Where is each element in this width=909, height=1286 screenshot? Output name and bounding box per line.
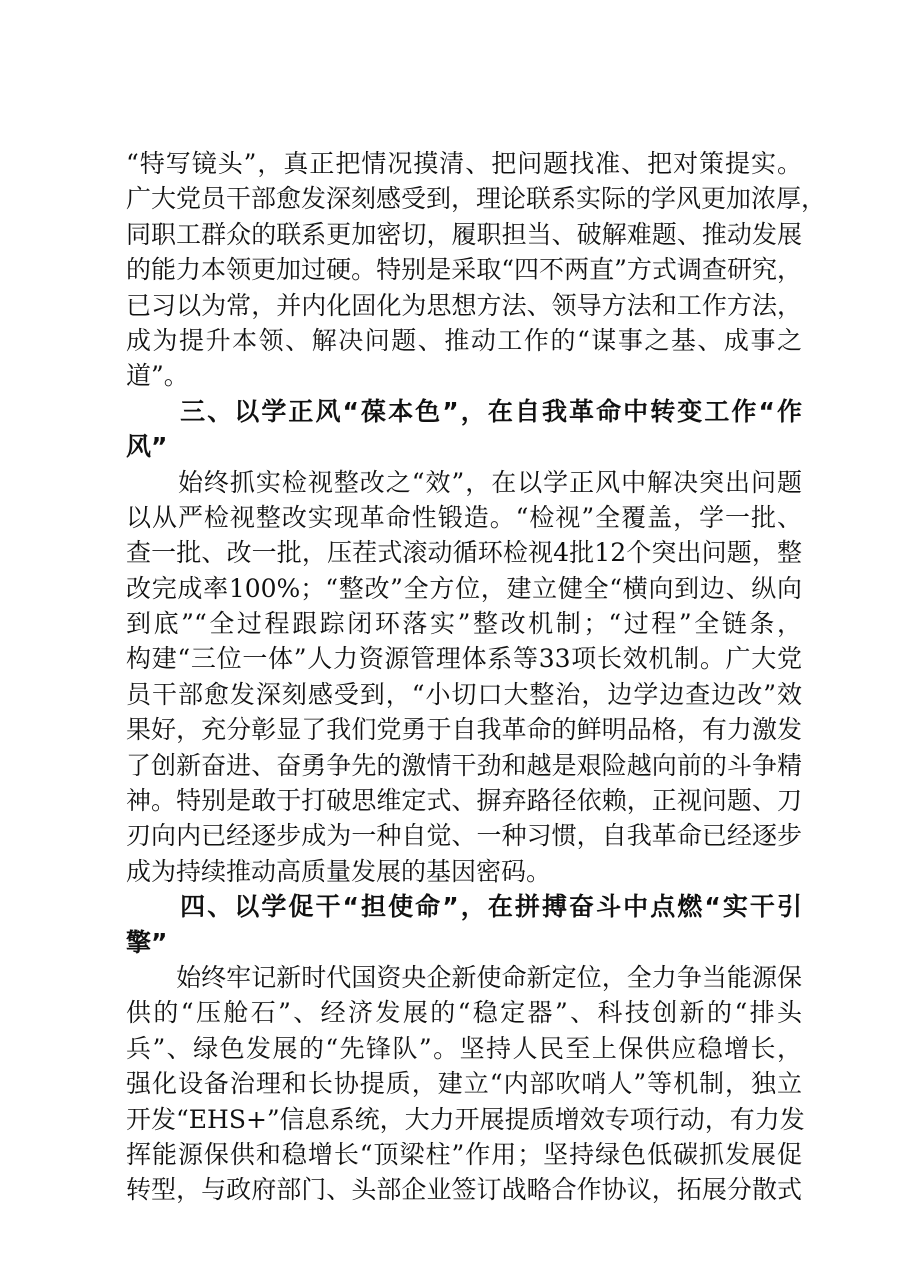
text-line: 已习以为常，并内化固化为思想方法、领导方法和工作方法， — [126, 290, 802, 320]
text-line: 开发“EHS+”信息系统，大力开展提质增效专项行动，有力发 — [126, 1104, 805, 1134]
paragraph-mission — [126, 960, 805, 1208]
heading-line: 三、以学正风“葆本色”，在自我革命中转变工作“作 — [126, 396, 802, 426]
paragraph-self-revolution — [126, 465, 802, 890]
text-line: 了创新奋进、奋勇争先的激情干劲和越是艰险越向前的斗争精 — [126, 750, 802, 780]
section-heading-four — [126, 889, 802, 960]
text-line: 始终抓实检视整改之“效”，在以学正风中解决突出问题 — [126, 467, 802, 497]
text-line: 神。特别是敢于打破思维定式、摒弃路径依赖，正视问题、刀 — [126, 786, 802, 816]
text-line: 始终牢记新时代国资央企新使命新定位，全力争当能源保 — [126, 962, 802, 992]
text-line: 道”。 — [126, 361, 189, 391]
text-line: 广大党员干部愈发深刻感受到，理论联系实际的学风更加浓厚， — [126, 184, 827, 214]
text-line: 兵”、绿色发展的“先锋队”。坚持人民至上保供应稳增长， — [126, 1033, 802, 1063]
text-line: 成为提升本领、解决问题、推动工作的“谋事之基、成事之 — [126, 325, 802, 355]
paragraph-research-conclusion — [126, 146, 827, 394]
heading-line: 四、以学促干“担使命”，在拼搏奋斗中点燃“实干引 — [126, 892, 802, 922]
text-line: “特写镜头”，真正把情况摸清、把问题找准、把对策提实。 — [126, 149, 802, 178]
text-line: 的能力本领更加过硬。特别是采取“四不两直”方式调查研究， — [126, 255, 802, 285]
text-line: 挥能源保供和稳增长“顶梁柱”作用；坚持绿色低碳抓发展促 — [126, 1139, 802, 1169]
heading-line: 擎” — [126, 927, 168, 957]
text-line: 员干部愈发深刻感受到，“小切口大整治，边学边查边改”效 — [126, 679, 802, 709]
text-line: 查一批、改一批，压茬式滚动循环检视4批12个突出问题，整 — [126, 538, 802, 568]
text-line: 以从严检视整改实现革命性锻造。“检视”全覆盖，学一批、 — [126, 502, 802, 532]
heading-line: 风” — [126, 432, 168, 462]
document-text — [126, 146, 827, 1208]
text-line: 构建“三位一体”人力资源管理体系等33项长效机制。广大党 — [126, 644, 802, 674]
section-heading-three — [126, 394, 802, 465]
text-line: 到底”“全过程跟踪闭环落实”整改机制；“过程”全链条， — [126, 609, 802, 639]
text-line: 刃向内已经逐步成为一种自觉、一种习惯，自我革命已经逐步 — [126, 821, 802, 851]
text-line: 转型，与政府部门、头部企业签订战略合作协议，拓展分散式 — [126, 1175, 802, 1205]
text-line: 果好，充分彰显了我们党勇于自我革命的鲜明品格，有力激发 — [126, 715, 802, 745]
text-line: 供的“压舱石”、经济发展的“稳定器”、科技创新的“排头 — [126, 998, 802, 1028]
text-line: 同职工群众的联系更加密切，履职担当、破解难题、推动发展 — [126, 219, 802, 249]
text-line: 成为持续推动高质量发展的基因密码。 — [126, 856, 552, 886]
text-line: 强化设备治理和长协提质，建立“内部吹哨人”等机制，独立 — [126, 1069, 802, 1099]
text-line: 改完成率100%；“整改”全方位，建立健全“横向到边、纵向 — [126, 573, 802, 603]
